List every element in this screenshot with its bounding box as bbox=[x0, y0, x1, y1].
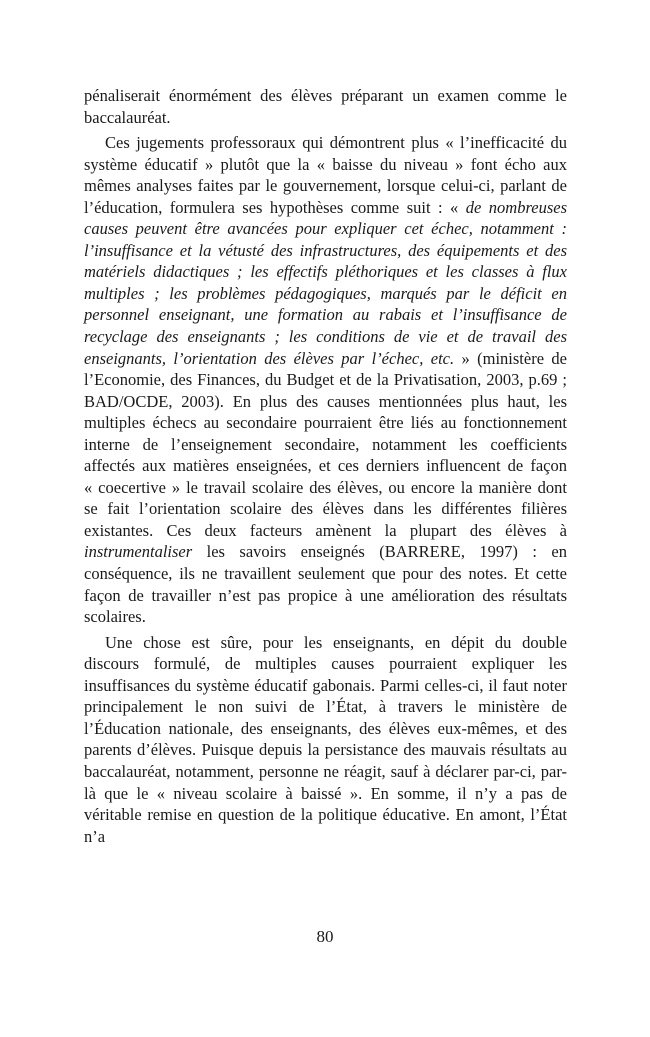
italic-text-segment: de nombreuses causes peuvent être avancées pour expliquer cet échec, notamment : l’insuffisance et la vétusté des infrastructures, des équipements et des matériels didactiques ; les effectifs pléthoriques et les classes à flux multiples ; les problèmes pédagogiques, marqués par le déficit en personnel enseignant, une formation au rabais et l’insuffisance de recyclage des enseignants ; les conditions de vie et de travail des enseignants, l’orientation des élèves par l’échec, etc. bbox=[84, 197, 567, 368]
italic-text-segment: instrumentaliser bbox=[84, 542, 193, 562]
text-segment: pénaliserait énormément des élèves préparant un examen comme le baccalauréat. bbox=[84, 86, 567, 127]
text-segment: Une chose est sûre, pour les enseignants, en dépit du double discours formulé, de multiples causes pourraient expliquer les insuffisances du système éducatif gabonais. Parmi celles-ci, il faut noter principalement le non suivi de l’État, à travers le ministère de l’Éducation nationale, des enseignants, des élèves eux-mêmes, et des parents d’élèves. Puisque depuis la persistance des mauvais résultats au baccalauréat, notamment, personne ne réagit, sauf à déclarer par-ci, par-là que le « niveau scolaire à baissé ». En somme, il n’y a pas de véritable remise en question de la politique éducative. En amont, l’État n’a bbox=[84, 632, 567, 846]
page-number: 80 bbox=[316, 927, 334, 946]
text-segment: » (ministère de l’Economie, des Finances, du Budget et de la Privatisation, 2003, p.69 ; BAD/OCDE, 2003). En plus des causes mentionnées plus haut, les multiples échecs au secondaire pourraient être liés au fonctionnement interne de l’enseignement secondaire, notamment les coefficients affectés aux matières enseignées, et ces derniers influencent de façon « coecertive » le travail scolaire des élèves, ou encore la manière dont se fait l’orientation scolaire des élèves dans les différentes filières existantes. Ces deux facteurs amènent la plupart des élèves à bbox=[84, 348, 567, 540]
paragraph bbox=[84, 632, 567, 847]
paragraph bbox=[84, 132, 567, 628]
paragraph bbox=[84, 85, 567, 128]
text-segment: les savoirs enseignés (BARRERE, 1997) : en conséquence, ils ne travaillent seulement que pour des notes. Et cette façon de travailler n’est pas propice à une amélioration des résultats scolaires. bbox=[84, 542, 567, 627]
text-segment: Ces jugements professoraux qui démontrent plus « l’inefficacité du système éducatif » plutôt que la « baisse du niveau » font écho aux mêmes analyses faites par le gouvernement, lorsque celui-ci, parlant de l’éducation, formulera ses hypothèses comme suit : « bbox=[84, 133, 567, 217]
page-text bbox=[84, 85, 567, 851]
